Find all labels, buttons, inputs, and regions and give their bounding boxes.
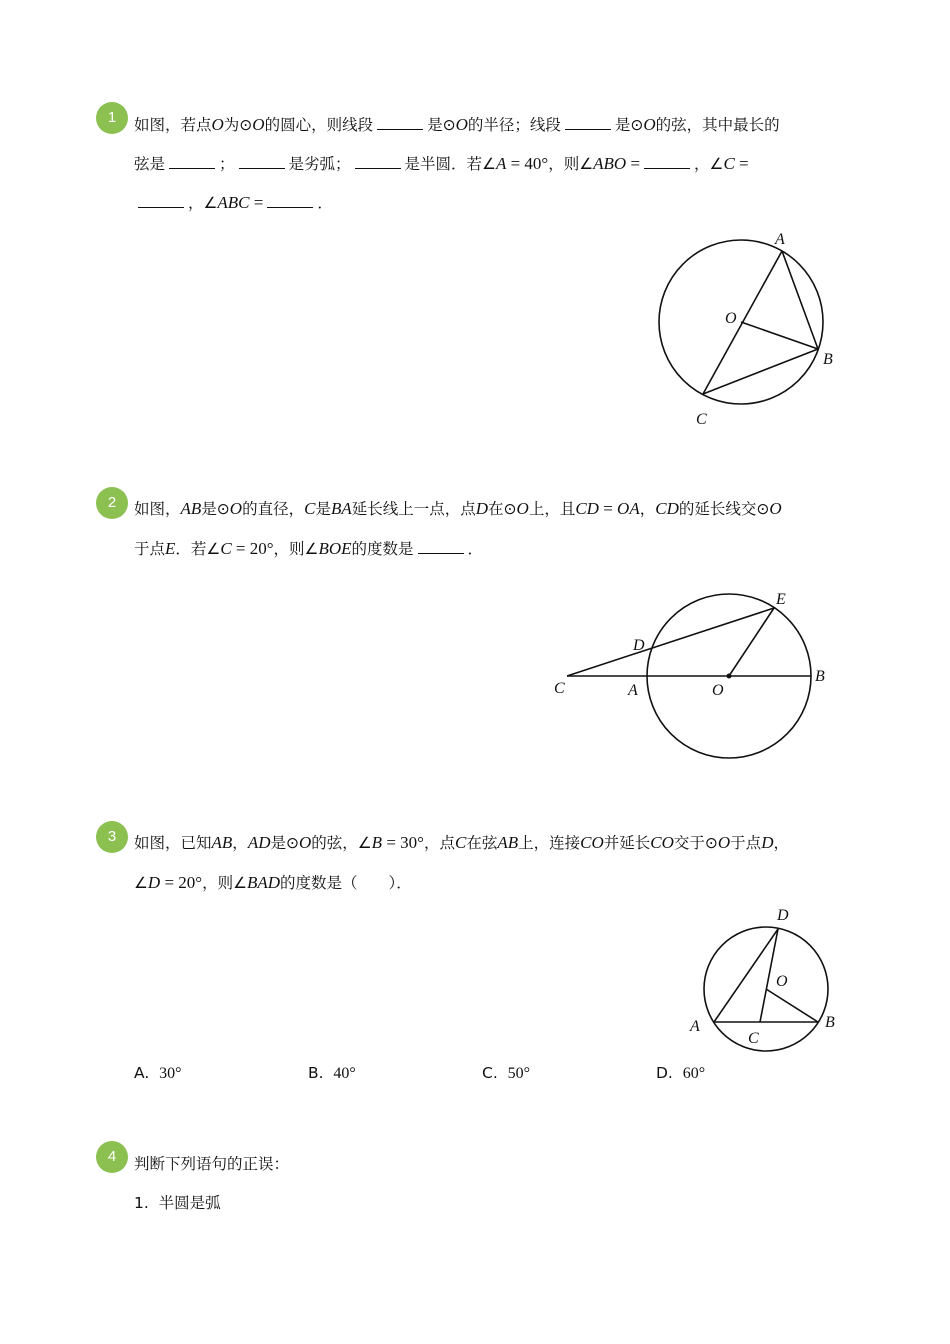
label-C: C	[696, 411, 707, 428]
label-A: A	[628, 682, 638, 699]
label-D: D	[633, 637, 645, 654]
question-text-line: 如图，AB是⊙O的直径，C是BA延长线上一点，点D在⊙O上，且CD = OA，CD的延长线交⊙O	[134, 499, 782, 518]
question-number-badge: 3	[96, 821, 128, 853]
answer-blank[interactable]	[169, 156, 215, 169]
label-O: O	[712, 682, 724, 699]
label-A: A	[775, 231, 785, 248]
label-B: B	[823, 351, 833, 368]
label-O: O	[776, 973, 788, 990]
question-text-line: ∠D = 20°，则∠BAD的度数是（ ）．	[134, 873, 412, 892]
segment-BC	[703, 349, 818, 394]
option-b[interactable]: B. 40°	[308, 1064, 356, 1082]
label-B: B	[815, 668, 825, 685]
answer-blank[interactable]	[267, 195, 313, 208]
answer-blank[interactable]	[239, 156, 285, 169]
option-d[interactable]: D. 60°	[656, 1064, 706, 1082]
answer-blank[interactable]	[565, 117, 611, 130]
label-B: B	[825, 1014, 835, 1031]
question-prompt: 判断下列语句的正误：	[134, 1155, 290, 1173]
answer-blank[interactable]	[377, 117, 423, 130]
segment-OE	[729, 608, 774, 676]
option-a[interactable]: A. 30°	[134, 1064, 182, 1082]
list-item: 1. 半圆是弧	[134, 1194, 221, 1212]
option-c[interactable]: C. 50°	[482, 1064, 531, 1082]
question-text-line: 于点E．若∠C = 20°，则∠BOE的度数是 ．	[134, 539, 484, 558]
question-number-badge: 2	[96, 487, 128, 519]
label-C: C	[748, 1030, 759, 1047]
answer-blank[interactable]	[138, 195, 184, 208]
question-text-line: 如图，若点O为⊙O的圆心，则线段 是⊙O的半径；线段 是⊙O的弦，其中最长的	[134, 115, 780, 134]
label-O: O	[725, 310, 737, 327]
answer-blank[interactable]	[418, 541, 464, 554]
center-point	[727, 674, 732, 679]
question-number-badge: 4	[96, 1141, 128, 1173]
label-D: D	[777, 907, 789, 924]
label-E: E	[776, 591, 786, 608]
circle-figure	[540, 585, 840, 765]
label-A: A	[690, 1018, 700, 1035]
answer-blank[interactable]	[644, 156, 690, 169]
label-C: C	[554, 680, 565, 697]
segment-OB	[766, 989, 818, 1022]
answer-blank[interactable]	[355, 156, 401, 169]
question-text-line: 如图，已知AB，AD是⊙O的弦，∠B = 30°，点C在弦AB上，连接CO并延长CO交于⊙O于点D，	[134, 833, 789, 852]
circle-figure	[680, 900, 850, 1060]
question-text-line: 弦是 ； 是劣弧； 是半圆．若∠A = 40°，则∠ABO = ，∠C =	[134, 154, 749, 173]
circle-figure	[640, 225, 850, 435]
question-text-line: ，∠ABC = ．	[134, 191, 333, 213]
question-number-badge: 1	[96, 102, 128, 134]
segment-OB	[741, 322, 818, 349]
